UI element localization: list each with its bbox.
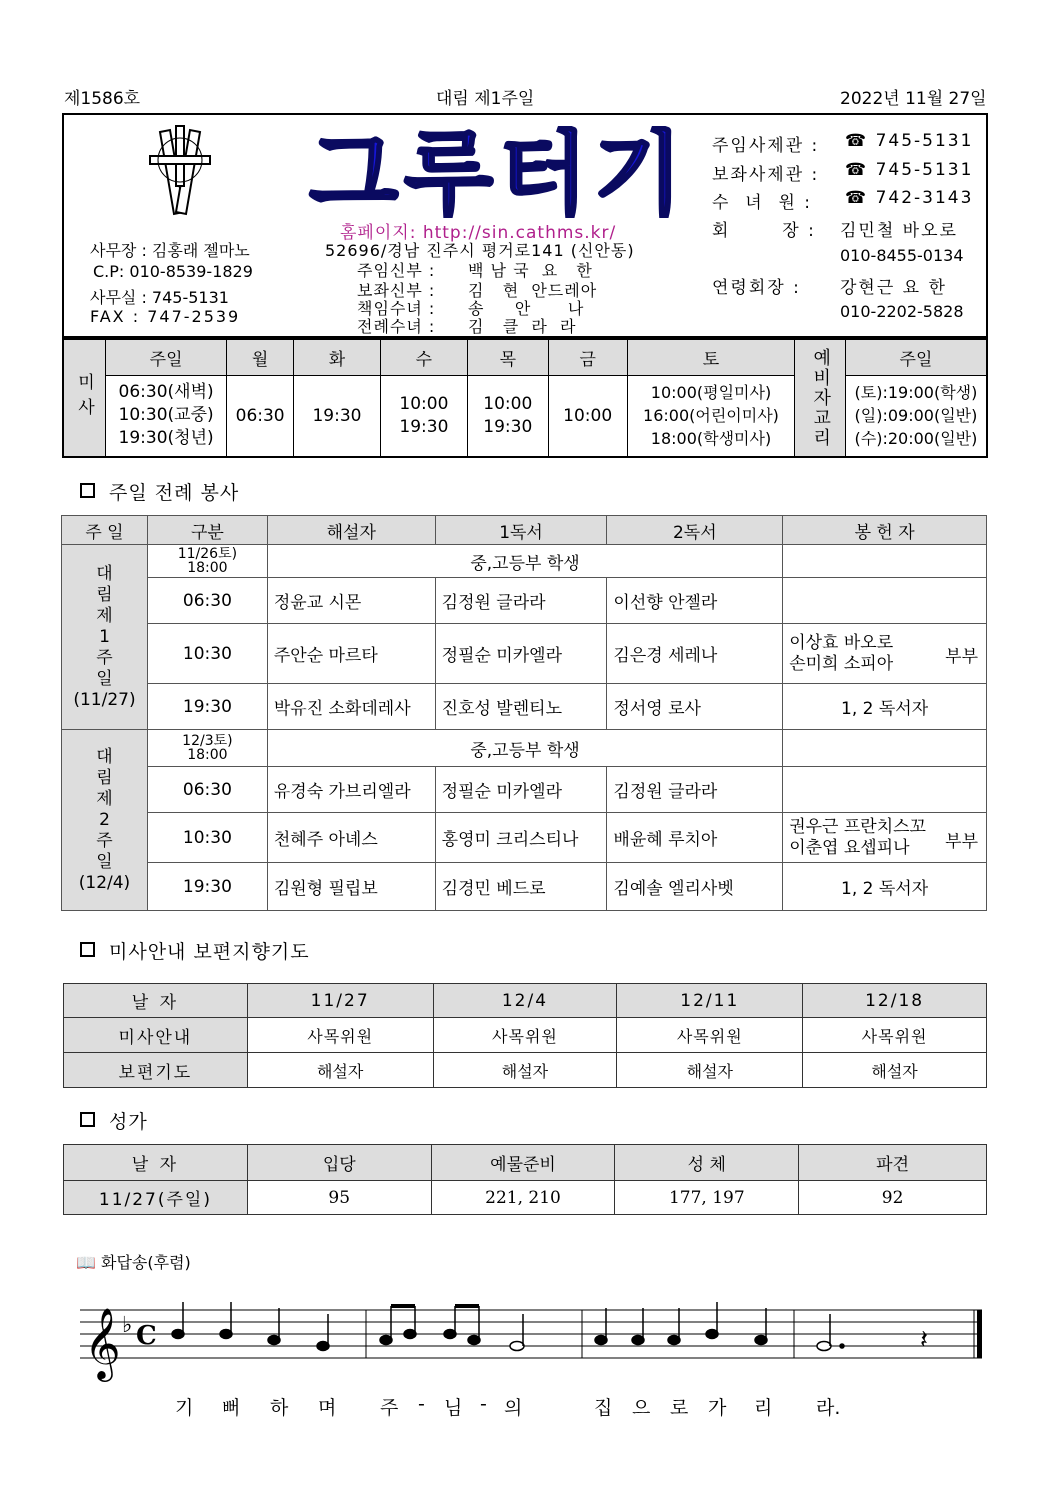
mass-time: 19:30 [293,375,380,457]
office-manager: 사무장 : 김홍래 젤마노 [90,241,250,260]
song-header: 파견 [799,1145,987,1181]
song-header: 입당 [247,1145,431,1181]
service-time: 11/26토) 18:00 [147,545,267,578]
clergy-role: 주임신부 : [357,261,436,280]
guide-header: 11/27 [247,984,433,1018]
section-title-songs: 성가 [80,1107,148,1134]
mass-time: 06:30 [227,375,294,457]
commentator: 주안순 마르타 [267,624,435,684]
week-label: 대 림 제 2 주 일 (12/4) [62,730,148,911]
song-header: 성 체 [615,1145,799,1181]
commentator: 유경숙 가브리엘라 [267,767,435,813]
song-header: 날 자 [64,1145,248,1181]
clergy-name: 김 현 안드레아 [468,281,598,300]
issue-date: 2022년 11월 27일 [840,89,987,109]
contact-label: 연령회장 : [712,278,801,298]
serve-header: 2독서 [607,516,783,545]
commentator: 김원형 필립보 [267,863,435,911]
offertory-names: 권우근 프란치스꼬 이춘엽 요셉피나 [789,816,926,858]
catechism-header: 주일 [845,339,987,375]
offertory-names: 이상효 바오로 손미희 소피아 [789,632,894,674]
reader-2: 김정원 글라라 [607,767,783,813]
cell: 사목위원 [433,1018,617,1053]
contact-value: 김민철 바오로 [840,221,958,241]
entrance-hymn: 95 [247,1181,431,1215]
contact-value: ☎ 745-5131 [845,160,974,180]
parish-address: 52696/경남 진주시 평거로141 (신안동) [325,241,635,260]
mass-time: 10:00 19:30 [467,375,548,457]
reader-1: 정필순 미카엘라 [435,767,607,813]
mass-label: 미사 [63,339,105,457]
table-row [62,578,987,624]
table-row [62,684,987,730]
row-label: 보편기도 [64,1053,248,1088]
reader-1: 진호성 발렌티노 [435,684,607,730]
recessional-hymn: 92 [799,1181,987,1215]
catechism-times: (토):19:00(학생) (일):09:00(일반) (수):20:00(일반) [845,375,987,457]
reader-2: 배윤혜 루치아 [607,813,783,863]
cell: 해설자 [247,1053,433,1088]
reader-2: 김은경 세레나 [607,624,783,684]
commentator: 정윤교 시몬 [267,578,435,624]
row-label: 미사안내 [64,1018,248,1053]
mass-day-header: 주일 [105,339,226,375]
communion-hymn: 177, 197 [615,1181,799,1215]
lyric-syllable: 기 [175,1397,194,1419]
commentator: 천혜주 아녜스 [267,813,435,863]
clergy-name: 백 남 국 요 한 [468,261,593,280]
service-time: 06:30 [147,767,267,813]
lyric-syllable: 라. [816,1397,841,1419]
clergy-name: 김 클 라 라 [468,317,577,336]
lyric-syllable: 님 [444,1397,463,1419]
serve-header: 구분 [147,516,267,545]
cell: 사목위원 [803,1018,987,1053]
service-time: 06:30 [147,578,267,624]
psalm-heading: 📖 화답송(후렴) [76,1253,191,1272]
mass-day-header: 금 [548,339,627,375]
lyric-syllable: - [418,1393,425,1415]
office-fax: FAX : 747-2539 [90,307,241,326]
table-row [64,1053,987,1088]
section-title-serve: 주일 전례 봉사 [80,478,239,505]
office-phone: 사무실 : 745-5131 [90,288,229,307]
clergy-role: 전례수녀 : [357,317,436,336]
mass-day-header: 토 [627,339,795,375]
contact-label: 수 녀 원 : [712,193,813,213]
sunday-title: 대림 제1주일 [436,89,535,109]
svg-text:그루터기: 그루터기 [309,126,689,218]
lyric-syllable: 의 [504,1397,523,1419]
lyric-syllable: 주 [380,1397,399,1419]
reader-1: 김경민 베드로 [435,863,607,911]
hymn-table [63,1144,987,1215]
mass-time: 10:00 19:30 [380,375,467,457]
reader-1: 홍영미 크리스티나 [435,813,607,863]
mass-time: 10:00 [548,375,627,457]
book-icon: 📖 [76,1253,96,1272]
table-row [62,813,987,863]
funeral-committee-phone: 010-2202-5828 [840,302,964,321]
svg-text:C: C [136,1321,157,1351]
table-row [62,863,987,911]
contact-value: 강현근 요 한 [840,278,947,298]
office-cellphone: C.P: 010-8539-1829 [93,262,253,281]
couple-tag: 부부 [945,832,978,852]
checkbox-square-icon [80,483,95,498]
merged-servers: 중,고등부 학생 [267,545,782,578]
serve-header: 해설자 [267,516,435,545]
offertory [783,730,987,767]
contact-value: ☎ 745-5131 [845,131,974,151]
table-row [62,624,987,684]
checkbox-square-icon [80,1112,95,1127]
svg-text:♭: ♭ [122,1313,133,1338]
week-label: 대 림 제 1 주 일 (11/27) [62,545,148,730]
mass-day-header: 월 [227,339,294,375]
mass-time: 06:30(새벽) 10:30(교중) 19:30(청년) [105,375,226,457]
cell: 사목위원 [617,1018,803,1053]
offertory [783,813,987,863]
guide-header: 12/18 [803,984,987,1018]
lyric-syllable: - [480,1393,487,1415]
service-time: 10:30 [147,624,267,684]
contact-label: 보좌사제관 : [712,165,820,185]
offertory-hymn: 221, 210 [431,1181,615,1215]
guide-header: 12/11 [617,984,803,1018]
clergy-role: 보좌신부 : [357,281,436,300]
clergy-role: 책임수녀 : [357,299,436,318]
reader-2: 김예솔 엘리사벳 [607,863,783,911]
commentator: 박유진 소화데레사 [267,684,435,730]
cell: 사목위원 [247,1018,433,1053]
lyric-syllable: 로 [670,1397,689,1419]
mass-schedule-table [62,338,988,458]
reader-1: 정필순 미카엘라 [435,624,607,684]
svg-text:𝄽: 𝄽 [920,1325,928,1355]
lyric-syllable: 며 [318,1397,337,1419]
liturgy-service-table [61,515,987,911]
parish-emblem-icon [140,124,220,218]
service-time: 10:30 [147,813,267,863]
lyric-syllable: 가 [708,1397,727,1419]
svg-text:𝄞: 𝄞 [84,1306,121,1379]
checkbox-square-icon [80,942,95,957]
lyric-syllable: 뻐 [222,1397,241,1419]
offertory: 1, 2 독서자 [783,684,987,730]
guide-header: 날 자 [64,984,248,1018]
reader-1: 김정원 글라라 [435,578,607,624]
clergy-name: 송 안 나 [468,299,585,318]
table-row [62,767,987,813]
lyric-syllable: 집 [594,1397,613,1419]
serve-header: 주 일 [62,516,148,545]
couple-tag: 부부 [945,647,978,667]
service-time: 19:30 [147,863,267,911]
lyric-syllable: 으 [632,1397,651,1419]
president-phone: 010-8455-0134 [840,246,964,265]
offertory [783,545,987,578]
mass-day-header: 목 [467,339,548,375]
cell: 해설자 [803,1053,987,1088]
mass-day-header: 수 [380,339,467,375]
contact-label: 회 장 : [712,221,816,241]
catechism-label: 예비자교리 [795,339,846,457]
service-time: 19:30 [147,684,267,730]
music-staff [70,1288,990,1388]
merged-servers: 중,고등부 학생 [267,730,782,767]
table-row [64,1181,987,1215]
lyric-syllable: 리 [754,1397,773,1419]
issue-number: 제1586호 [64,89,141,109]
guide-header: 12/4 [433,984,617,1018]
section-title-guide: 미사안내 보편지향기도 [80,937,310,964]
reader-2: 정서영 로사 [607,684,783,730]
song-header: 예물준비 [431,1145,615,1181]
mass-day-header: 화 [293,339,380,375]
service-time: 12/3토) 18:00 [147,730,267,767]
offertory: 1, 2 독서자 [783,863,987,911]
table-row [62,545,987,578]
mass-guide-table [63,983,987,1088]
offertory [783,767,987,813]
contact-value: ☎ 742-3143 [845,188,974,208]
homepage-url[interactable]: 홈페이지: http://sin.cathms.kr/ [340,223,617,243]
table-row [62,730,987,767]
reader-2: 이선향 안젤라 [607,578,783,624]
offertory [783,624,987,684]
lyric-syllable: 하 [270,1397,289,1419]
offertory [783,578,987,624]
song-date: 11/27(주일) [64,1181,248,1215]
table-row [64,1018,987,1053]
contact-label: 주임사제관 : [712,136,820,156]
serve-header: 1독서 [435,516,607,545]
cell: 해설자 [433,1053,617,1088]
newsletter-logo [294,126,704,218]
mass-time: 10:00(평일미사) 16:00(어린이미사) 18:00(학생미사) [627,375,795,457]
cell: 해설자 [617,1053,803,1088]
serve-header: 봉 헌 자 [783,516,987,545]
